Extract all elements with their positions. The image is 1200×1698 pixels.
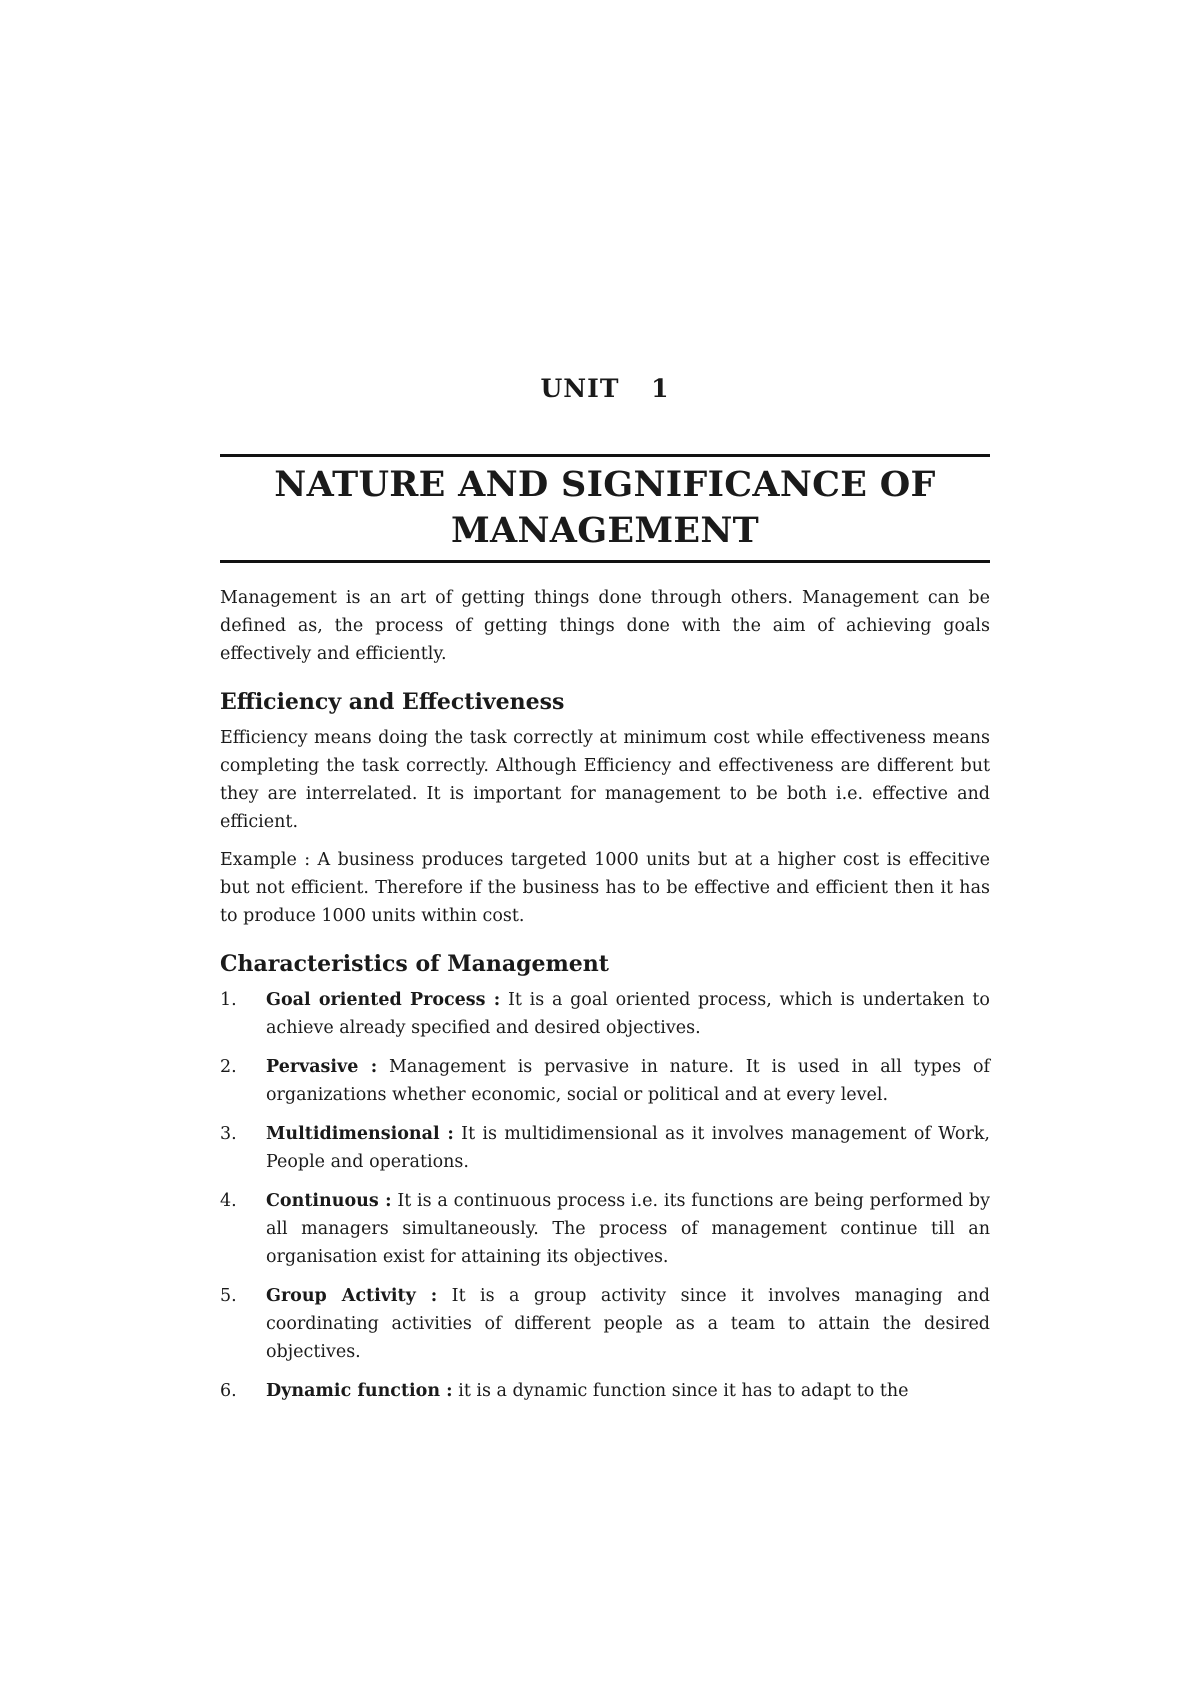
list-item <box>220 1187 990 1271</box>
list-item-term: Goal oriented Process : <box>266 990 501 1010</box>
list-item-number: 1. <box>220 990 237 1010</box>
title-rule-top <box>220 454 990 457</box>
list-item <box>220 1053 990 1109</box>
list-item-text: It is a group activity since it involves managing and coordinating activities of different people as a team to attain the desired objectives. <box>266 1286 990 1362</box>
example-paragraph: Example : A business produces targeted 1000 units but at a higher cost is effecitive but not efficient. Therefore if the business has to be effective and efficient then it has to produce 1000 units within cost. <box>220 850 990 926</box>
list-item-number: 4. <box>220 1191 237 1211</box>
section-heading-characteristics: Characteristics of Management <box>220 951 609 977</box>
title-rule-bottom <box>220 560 990 563</box>
section-heading-efficiency: Efficiency and Effectiveness <box>220 689 565 715</box>
list-item-text: it is a dynamic function since it has to adapt to the <box>458 1381 909 1401</box>
list-item-text: Management is pervasive in nature. It is used in all types of organizations whether economic, social or political and at every level. <box>266 1057 990 1105</box>
list-item-term: Pervasive : <box>266 1057 378 1077</box>
list-item-term: Dynamic function : <box>266 1381 453 1401</box>
list-item <box>220 1377 990 1405</box>
list-item-number: 3. <box>220 1124 237 1144</box>
list-item-term: Continuous : <box>266 1191 392 1211</box>
list-item <box>220 1282 990 1366</box>
unit-heading: UNIT 1 <box>540 374 670 403</box>
chapter-body <box>220 584 990 1416</box>
intro-paragraph: Management is an art of getting things done through others. Management can be defined as, the process of getting things done with the aim of achieving goals effectively and efficiently. <box>220 588 990 664</box>
list-item-number: 5. <box>220 1286 237 1306</box>
list-item-text: It is multidimensional as it involves management of Work, People and operations. <box>266 1124 990 1172</box>
list-item-text: It is a continuous process i.e. its functions are being performed by all managers simultaneously. The process of management continue till an organisation exist for attaining its objectives. <box>266 1191 990 1267</box>
list-item <box>220 986 990 1042</box>
list-item <box>220 1120 990 1176</box>
list-item-term: Group Activity : <box>266 1286 438 1306</box>
list-item-text: It is a goal oriented process, which is undertaken to achieve already specified and desired objectives. <box>266 990 990 1038</box>
efficiency-paragraph: Efficiency means doing the task correctly at minimum cost while effectiveness means completing the task correctly. Although Efficiency and effectiveness are different but they are interrelated. It is important for management to be both i.e. effective and efficient. <box>220 728 990 832</box>
chapter-title <box>220 462 990 554</box>
list-item-term: Multidimensional : <box>266 1124 454 1144</box>
chapter-title-line-2: MANAGEMENT <box>450 510 760 551</box>
list-item-number: 2. <box>220 1057 237 1077</box>
chapter-title-line-1: NATURE AND SIGNIFICANCE OF <box>274 464 936 505</box>
list-item-number: 6. <box>220 1381 237 1401</box>
characteristics-list <box>220 986 990 1405</box>
